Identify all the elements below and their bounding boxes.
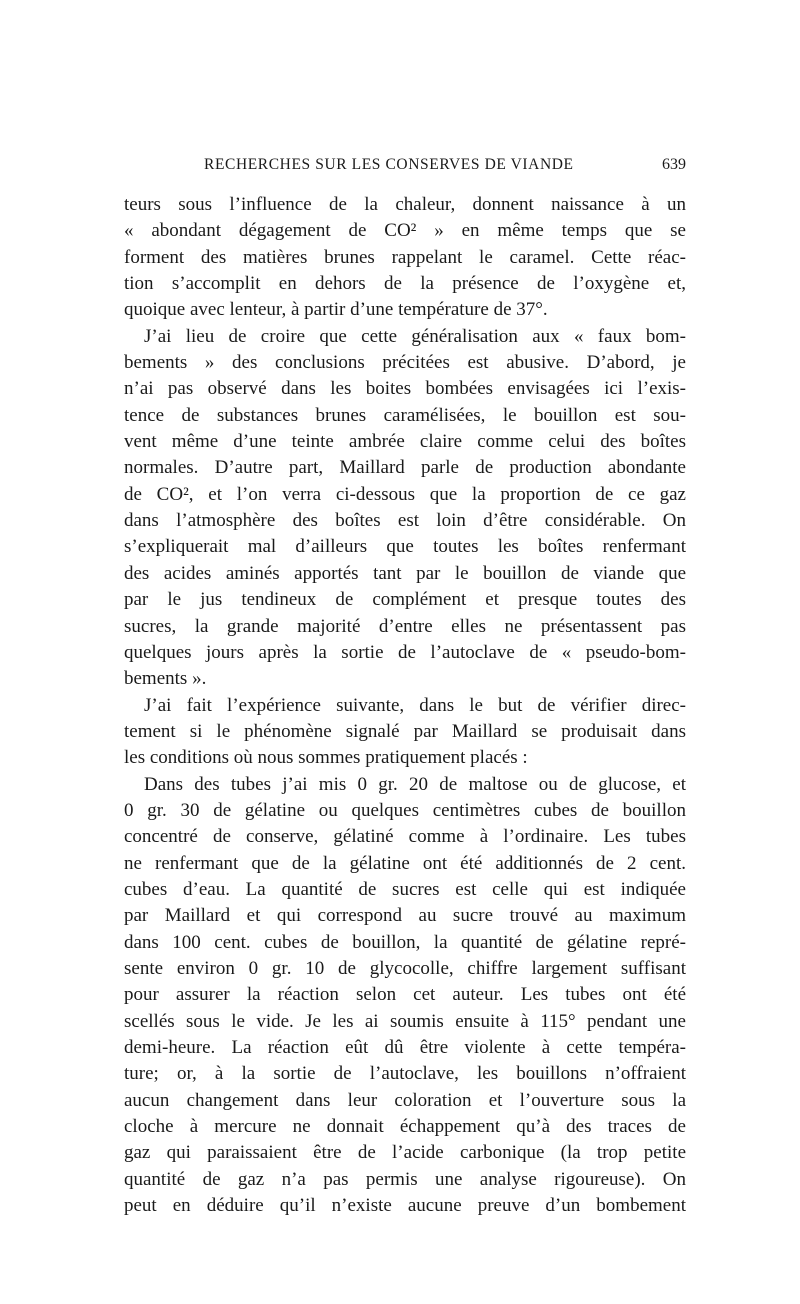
text-line: n’ai pas observé dans les boites bombées envisagées ici l’exis- <box>124 378 686 400</box>
text-line: demi-heure. La réaction eût dû être violente à cette tempéra- <box>124 1037 686 1058</box>
text-line: par Maillard et qui correspond au sucre trouvé au maximum <box>124 905 686 927</box>
text-line: par le jus tendineux de complément et presque toutes des <box>124 589 686 611</box>
text-line: dans 100 cent. cubes de bouillon, la quantité de gélatine repré- <box>124 931 686 953</box>
text-line: normales. D’autre part, Maillard parle de production abondante <box>124 457 686 479</box>
text-line: cubes d’eau. La quantité de sucres est celle qui est indiquée <box>124 878 686 900</box>
text-line: ture; or, à la sortie de l’autoclave, les bouillons n’offraient <box>124 1063 686 1085</box>
text-line: cloche à mercure ne donnait échappement qu’à des traces de <box>124 1116 686 1138</box>
text-line: aucun changement dans leur coloration et l’ouverture sous la <box>124 1089 686 1111</box>
running-title: RECHERCHES SUR LES CONSERVES DE VIANDE <box>204 156 574 173</box>
text-line: Dans des tubes j’ai mis 0 gr. 20 de maltose ou de glucose, et <box>144 773 686 795</box>
text-line: « abondant dégagement de CO² » en même temps que se <box>124 220 686 242</box>
text-line: bements ». <box>124 668 207 690</box>
text-line: J’ai lieu de croire que cette généralisation aux « faux bom- <box>144 325 686 347</box>
text-line: teurs sous l’influence de la chaleur, donnent naissance à un <box>124 194 686 215</box>
text-line: quelques jours après la sortie de l’autoclave de « pseudo-bom- <box>124 641 686 663</box>
text-line: quoique avec lenteur, à partir d’une température de 37°. <box>124 299 548 321</box>
text-line: concentré de conserve, gélatiné comme à l’ordinaire. Les tubes <box>124 826 686 848</box>
text-line: peut en déduire qu’il n’existe aucune preuve d’un bombement <box>124 1195 686 1217</box>
text-line: vent même d’une teinte ambrée claire comme celui des boîtes <box>124 431 686 453</box>
text-line: tement si le phénomène signalé par Maillard se produisait dans <box>124 720 686 742</box>
text-line: J’ai fait l’expérience suivante, dans le but de vérifier direc- <box>144 694 686 716</box>
text-line: forment des matières brunes rappelant le caramel. Cette réac- <box>124 246 686 268</box>
body-text <box>124 192 686 1219</box>
text-line: des acides aminés apportés tant par le bouillon de viande que <box>124 562 686 584</box>
text-line: gaz qui paraissaient être de l’acide carbonique (la trop petite <box>124 1142 686 1164</box>
text-line: sucres, la grande majorité d’entre elles ne présentassent pas <box>124 615 686 637</box>
text-line: pour assurer la réaction selon cet auteur. Les tubes ont été <box>124 984 686 1006</box>
text-line: bements » des conclusions précitées est abusive. D’abord, je <box>124 352 686 374</box>
running-header <box>124 154 686 180</box>
text-line: dans l’atmosphère des boîtes est loin d’être considérable. On <box>124 510 686 532</box>
text-line: tence de substances brunes caramélisées, le bouillon est sou- <box>124 404 686 426</box>
text-line: s’expliquerait mal d’ailleurs que toutes les boîtes renfermant <box>124 536 686 558</box>
text-line: sente environ 0 gr. 10 de glycocolle, chiffre largement suffisant <box>124 957 686 979</box>
text-line: tion s’accomplit en dehors de la présence de l’oxygène et, <box>124 273 686 295</box>
text-line: quantité de gaz n’a pas permis une analyse rigoureuse). On <box>124 1168 686 1190</box>
text-line: ne renfermant que de la gélatine ont été additionnés de 2 cent. <box>124 852 686 874</box>
text-line: de CO², et l’on verra ci-dessous que la proportion de ce gaz <box>124 483 686 505</box>
text-line: scellés sous le vide. Je les ai soumis ensuite à 115° pendant une <box>124 1010 686 1032</box>
page-number: 639 <box>662 156 686 173</box>
text-line: 0 gr. 30 de gélatine ou quelques centimètres cubes de bouillon <box>124 799 686 821</box>
text-line: les conditions où nous sommes pratiquement placés : <box>124 747 528 769</box>
